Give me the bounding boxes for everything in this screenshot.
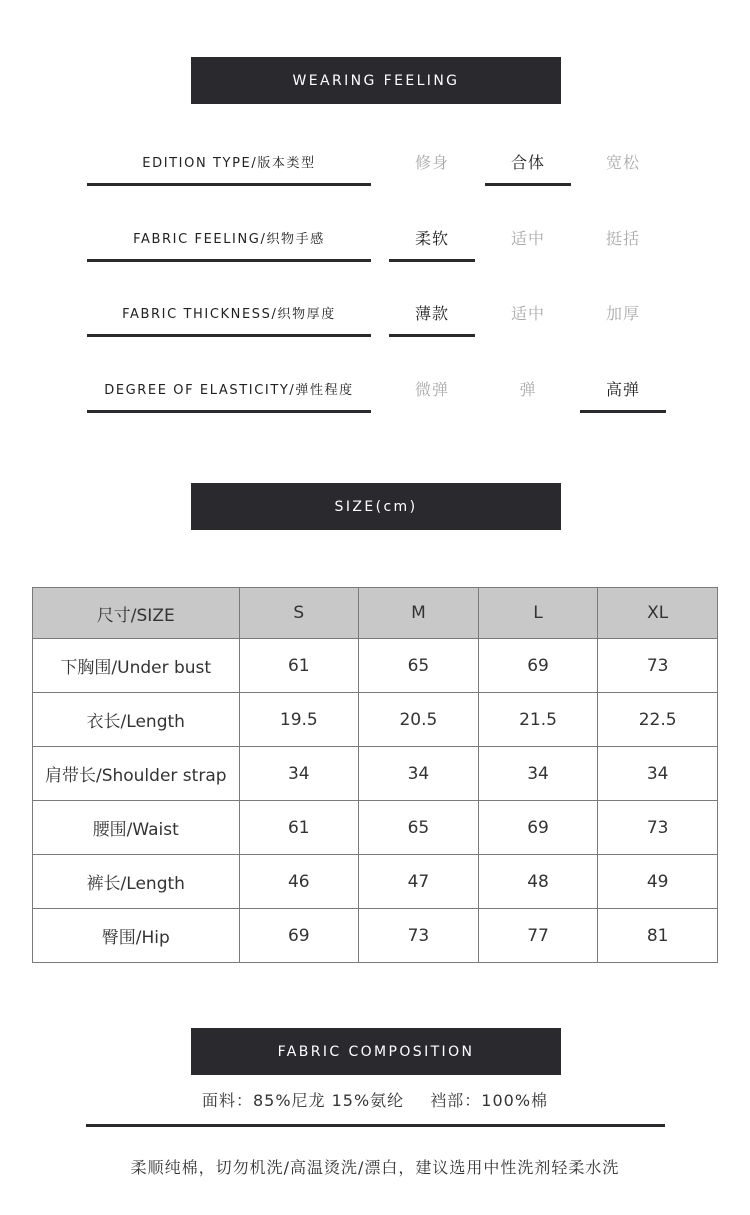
fabric-composition-title: FABRIC COMPOSITION xyxy=(277,1043,475,1060)
table-cell: 20.5 xyxy=(359,693,479,747)
feeling-option: 合体 xyxy=(485,139,571,186)
size-header-cell: M xyxy=(359,588,479,639)
feeling-label: DEGREE OF ELASTICITY/弹性程度 xyxy=(87,366,371,413)
table-cell: 61 xyxy=(239,801,359,855)
care-instructions: 柔顺纯棉，切勿机洗/高温烫洗/漂白，建议选用中性洗剂轻柔水洗 xyxy=(130,1158,620,1177)
wearing-feeling-banner xyxy=(191,57,561,104)
fabric-composition-banner xyxy=(191,1028,561,1075)
table-cell: 34 xyxy=(359,747,479,801)
table-cell: 49 xyxy=(598,855,718,909)
size-title: SIZE(cm) xyxy=(334,498,418,515)
table-cell: 衣长/Length xyxy=(33,693,240,747)
table-cell: 裤长/Length xyxy=(33,855,240,909)
table-cell: 47 xyxy=(359,855,479,909)
table-cell: 69 xyxy=(478,801,598,855)
feeling-option: 修身 xyxy=(414,152,449,172)
fabric-text: 面料：85%尼龙 15%氨纶 xyxy=(201,1091,405,1110)
feeling-option: 柔软 xyxy=(389,215,475,262)
size-header-cell: S xyxy=(239,588,359,639)
table-row xyxy=(33,693,718,747)
table-cell: 34 xyxy=(239,747,359,801)
table-cell: 肩带长/Shoulder strap xyxy=(33,747,240,801)
size-header-cell: XL xyxy=(598,588,718,639)
size-header-cell: 尺寸/SIZE xyxy=(33,588,240,639)
table-row xyxy=(33,747,718,801)
table-cell: 69 xyxy=(478,639,598,693)
table-cell: 21.5 xyxy=(478,693,598,747)
table-cell: 34 xyxy=(598,747,718,801)
size-header-cell: L xyxy=(478,588,598,639)
table-cell: 73 xyxy=(598,639,718,693)
table-cell: 下胸围/Under bust xyxy=(33,639,240,693)
feeling-option: 薄款 xyxy=(389,290,475,337)
table-cell: 77 xyxy=(478,909,598,963)
table-row xyxy=(33,855,718,909)
table-cell: 34 xyxy=(478,747,598,801)
feeling-option: 适中 xyxy=(510,228,545,248)
feeling-row-fabric-thickness xyxy=(0,290,750,338)
feeling-option: 高弹 xyxy=(580,366,666,413)
size-table-header-row xyxy=(33,588,718,639)
feeling-option: 微弹 xyxy=(414,379,449,399)
table-cell: 48 xyxy=(478,855,598,909)
table-cell: 19.5 xyxy=(239,693,359,747)
feeling-row-fabric-feeling xyxy=(0,215,750,263)
feeling-option: 适中 xyxy=(510,303,545,323)
table-row xyxy=(33,639,718,693)
feeling-option: 弹 xyxy=(519,379,537,399)
feeling-option: 加厚 xyxy=(605,303,640,323)
feeling-row-elasticity xyxy=(0,366,750,414)
table-cell: 46 xyxy=(239,855,359,909)
feeling-label: FABRIC THICKNESS/织物厚度 xyxy=(87,290,371,337)
table-cell: 腰围/Waist xyxy=(33,801,240,855)
table-cell: 61 xyxy=(239,639,359,693)
size-banner xyxy=(191,483,561,530)
crotch-text: 裆部：100%棉 xyxy=(430,1091,549,1110)
table-row xyxy=(33,801,718,855)
table-cell: 73 xyxy=(598,801,718,855)
table-row xyxy=(33,909,718,963)
table-cell: 81 xyxy=(598,909,718,963)
feeling-label: FABRIC FEELING/织物手感 xyxy=(87,215,371,262)
table-cell: 65 xyxy=(359,639,479,693)
table-cell: 69 xyxy=(239,909,359,963)
feeling-option: 宽松 xyxy=(605,152,640,172)
wearing-feeling-title: WEARING FEELING xyxy=(292,72,460,89)
table-cell: 臀围/Hip xyxy=(33,909,240,963)
divider xyxy=(86,1124,665,1127)
table-cell: 65 xyxy=(359,801,479,855)
composition-line xyxy=(0,1088,750,1111)
table-cell: 22.5 xyxy=(598,693,718,747)
table-cell: 73 xyxy=(359,909,479,963)
size-table xyxy=(32,587,718,963)
feeling-row-edition-type xyxy=(0,139,750,187)
feeling-label: EDITION TYPE/版本类型 xyxy=(87,139,371,186)
feeling-option: 挺括 xyxy=(605,228,640,248)
